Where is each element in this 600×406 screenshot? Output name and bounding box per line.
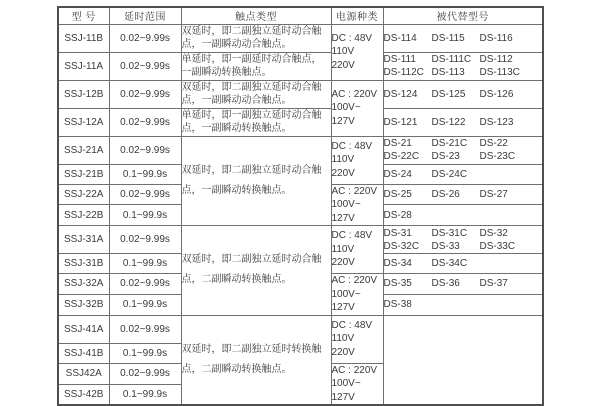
replaced-cell-empty: [383, 315, 543, 405]
text-item: DS-23: [431, 151, 460, 162]
header-row: [58, 7, 543, 24]
text-item: 127V: [331, 391, 355, 403]
text-item: DS-33: [431, 240, 460, 252]
replaced-cell: [383, 108, 543, 136]
delay-cell: 0.02~9.99s: [109, 136, 181, 164]
model-cell: SSJ-32A: [58, 274, 109, 295]
text-item: DS-111: [383, 54, 416, 65]
model-cell: SSJ-41B: [58, 343, 109, 363]
replaced-cell: [383, 52, 543, 80]
text-item: DS-33C: [479, 240, 516, 252]
replaced-line: [384, 257, 543, 270]
table-row: [58, 226, 543, 254]
text-item: DS-38: [383, 299, 412, 311]
model-cell: SSJ-22B: [58, 205, 109, 226]
model-cell: SSJ-11B: [58, 24, 109, 52]
replaced-line: [384, 66, 543, 79]
power-cell: [331, 363, 383, 405]
table-row: [58, 136, 543, 164]
power-lines: [332, 185, 383, 226]
power-cell: [331, 274, 383, 316]
text-item: AC : 220V: [331, 275, 378, 286]
replaced-line: [384, 277, 543, 290]
replaced-line: [384, 53, 543, 66]
delay-cell: 0.02~9.99s: [109, 24, 181, 52]
model-cell: SSJ-31B: [58, 254, 109, 274]
spec-table: [57, 6, 544, 406]
model-cell: SSJ-11A: [58, 52, 109, 80]
text-item: 220V: [331, 257, 355, 269]
text-item: 110V: [331, 243, 355, 255]
text-item: DC : 48V: [331, 319, 373, 331]
text-item: AC : 220V: [331, 364, 378, 376]
delay-cell: 0.02~9.99s: [109, 226, 181, 254]
replaced-cell: [383, 226, 543, 254]
table-row: [58, 108, 543, 136]
header-delay: 延时范围: [109, 7, 181, 24]
text-item: 220V: [331, 59, 355, 71]
replaced-line: [384, 116, 543, 129]
contact-cell: [181, 24, 331, 52]
contact-text: 单延时，即一副延时动合触点，一副瞬动转换触点。: [181, 54, 322, 78]
replaced-line: [384, 168, 543, 181]
delay-cell: 0.02~9.99s: [109, 315, 181, 343]
contact-text: 单延时，即一副独立延时动合触点，一副瞬动转换触点。: [181, 110, 322, 134]
power-lines: [332, 274, 383, 315]
text-item: DS-126: [479, 88, 514, 100]
header-replaced: 被代替型号: [383, 7, 543, 24]
contact-cell: [181, 52, 331, 80]
text-item: 110V: [331, 46, 355, 58]
text-item: 110V: [331, 154, 355, 166]
text-item: DC : 48V: [331, 32, 373, 44]
contact-cell: [181, 315, 331, 405]
text-item: 220V: [331, 346, 355, 358]
model-cell: SSJ-31A: [58, 226, 109, 254]
power-cell: [331, 80, 383, 136]
replaced-cell: [383, 24, 543, 52]
power-cell: [331, 184, 383, 226]
table-row: [58, 24, 543, 52]
replaced-line: [384, 88, 543, 101]
text-item: DS-22: [479, 138, 508, 149]
delay-cell: 0.1~99.9s: [109, 164, 181, 184]
text-item: DS-112C: [383, 67, 424, 78]
replaced-line: [384, 298, 543, 311]
delay-cell: 0.1~99.9s: [109, 254, 181, 274]
table-row: [58, 80, 543, 108]
text-item: DS-21C: [431, 138, 468, 149]
replaced-cell: [383, 294, 543, 315]
replaced-cell: [383, 184, 543, 205]
replaced-line: [384, 209, 543, 222]
power-lines: [332, 32, 383, 73]
text-item: DS-124: [383, 88, 418, 100]
replaced-cell: [383, 254, 543, 274]
delay-cell: 0.1~99.9s: [109, 294, 181, 315]
power-cell: [331, 136, 383, 184]
text-item: 127V: [331, 302, 355, 313]
replaced-line: [384, 188, 543, 201]
text-item: 100V~: [331, 288, 361, 300]
replaced-cell: [383, 80, 543, 108]
replaced-line: [384, 150, 543, 163]
delay-cell: 0.02~9.99s: [109, 363, 181, 384]
text-item: AC : 220V: [331, 185, 378, 197]
text-item: 100V~: [331, 102, 361, 114]
text-item: DS-125: [431, 88, 466, 100]
text-item: DS-114: [383, 32, 417, 44]
power-cell: [331, 226, 383, 274]
text-item: DS-36: [431, 278, 460, 290]
text-item: DS-34: [383, 258, 412, 269]
contact-text: 双延时，即二副独立延时动合触点，二副瞬动转换触点。: [181, 254, 322, 286]
contact-text: 双延时，即二副独立延时转换触点，二副瞬动转换触点。: [181, 343, 322, 375]
delay-cell: 0.1~99.9s: [109, 343, 181, 363]
text-item: DS-22C: [383, 151, 420, 162]
power-lines: [332, 229, 383, 270]
text-item: DS-25: [383, 188, 412, 200]
text-item: DS-28: [383, 209, 412, 221]
model-cell: SSJ-22A: [58, 184, 109, 205]
text-item: DS-122: [431, 116, 466, 128]
text-item: 110V: [331, 333, 355, 345]
text-item: DC : 48V: [331, 230, 373, 242]
text-item: DS-34C: [431, 258, 468, 269]
text-item: DS-123: [479, 116, 514, 128]
text-item: DS-37: [479, 278, 508, 290]
power-cell: [331, 315, 383, 363]
replaced-line: [384, 227, 543, 240]
text-item: 100V~: [331, 199, 361, 210]
model-cell: SSJ-32B: [58, 294, 109, 315]
model-cell: SSJ-12B: [58, 80, 109, 108]
power-lines: [332, 140, 383, 181]
text-item: DS-32: [479, 227, 508, 239]
text-item: 127V: [331, 212, 355, 224]
delay-cell: 0.02~9.99s: [109, 184, 181, 205]
replaced-line: [384, 240, 543, 253]
delay-cell: 0.02~9.99s: [109, 108, 181, 136]
text-item: DS-24: [383, 168, 412, 180]
contact-cell: [181, 80, 331, 108]
model-cell: SSJ-41A: [58, 315, 109, 343]
text-item: DS-35: [383, 278, 412, 290]
model-cell: SSJ-42B: [58, 384, 109, 405]
header-power: 电源种类: [331, 7, 383, 24]
text-item: AC : 220V: [331, 88, 378, 100]
text-item: DS-26: [431, 188, 460, 200]
text-item: DS-31: [383, 227, 412, 239]
contact-text: 双延时，即二副独立延时动合触点，一副瞬动转换触点。: [181, 164, 322, 196]
replaced-cell: [383, 136, 543, 164]
replaced-line: [384, 137, 543, 150]
text-item: DC : 48V: [331, 140, 373, 152]
power-lines: [332, 364, 383, 405]
delay-cell: 0.02~9.99s: [109, 274, 181, 295]
contact-text: 双延时，即二副独立延时动合触点，一副瞬动动合触点。: [181, 26, 322, 50]
text-item: DS-23C: [479, 151, 516, 162]
replaced-cell: [383, 205, 543, 226]
text-item: DS-24C: [431, 168, 468, 180]
contact-text: 双延时，即二副独立延时动合触点，一副瞬动动合触点。: [181, 82, 322, 106]
text-item: DS-21: [383, 138, 412, 149]
model-cell: SSJ-12A: [58, 108, 109, 136]
text-item: DS-27: [479, 188, 508, 200]
contact-cell: [181, 108, 331, 136]
model-cell: SSJ42A: [58, 363, 109, 384]
contact-cell: [181, 226, 331, 316]
replaced-cell: [383, 274, 543, 295]
model-cell: SSJ-21A: [58, 136, 109, 164]
text-item: 100V~: [331, 378, 361, 389]
delay-cell: 0.02~9.99s: [109, 80, 181, 108]
header-contact: 触点类型: [181, 7, 331, 24]
text-item: DS-32C: [383, 240, 420, 252]
text-item: DS-113C: [479, 67, 520, 78]
power-lines: [332, 88, 383, 129]
table-row: [58, 52, 543, 80]
text-item: 220V: [331, 167, 355, 179]
text-item: DS-112: [479, 54, 513, 65]
table-row: [58, 315, 543, 343]
power-cell: [331, 24, 383, 80]
text-item: DS-113: [431, 67, 465, 78]
text-item: DS-116: [479, 32, 513, 44]
delay-cell: 0.1~99.9s: [109, 205, 181, 226]
power-lines: [332, 319, 383, 360]
text-item: DS-31C: [431, 227, 468, 239]
delay-cell: 0.1~99.9s: [109, 384, 181, 405]
text-item: DS-121: [383, 116, 418, 128]
replaced-line: [384, 32, 543, 45]
replaced-cell: [383, 164, 543, 184]
text-item: 127V: [331, 115, 355, 127]
contact-cell: [181, 136, 331, 226]
delay-cell: 0.02~9.99s: [109, 52, 181, 80]
text-item: DS-111C: [431, 54, 472, 65]
model-cell: SSJ-21B: [58, 164, 109, 184]
text-item: DS-115: [431, 32, 465, 44]
header-model: 型 号: [58, 7, 109, 24]
